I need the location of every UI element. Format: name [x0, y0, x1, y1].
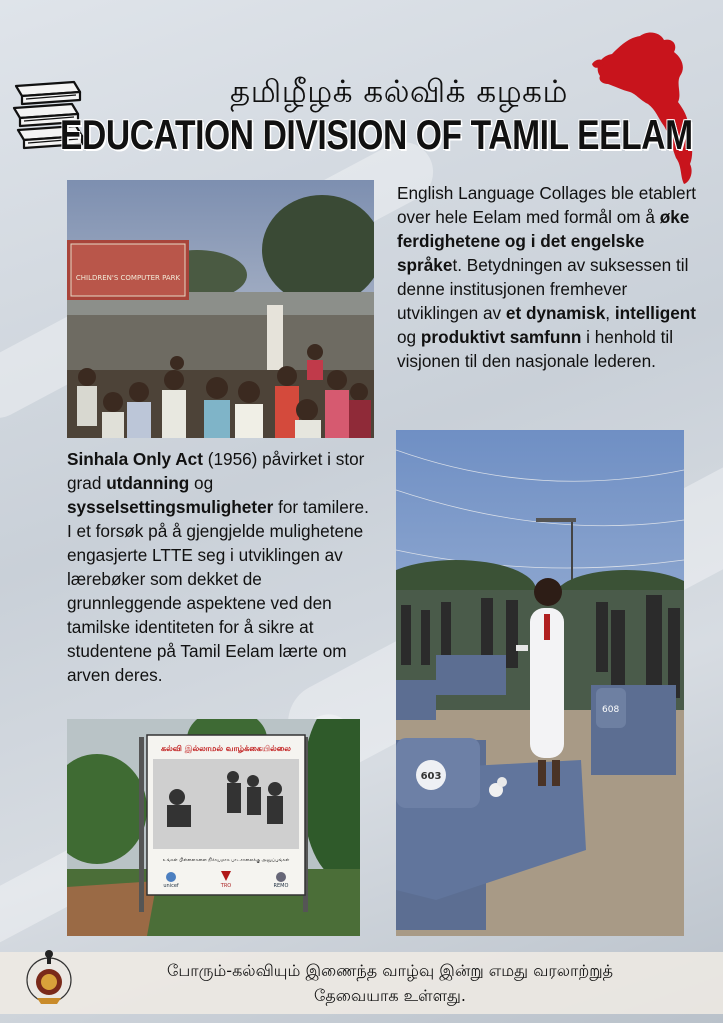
- paragraph-bold: Sinhala Only Act: [67, 449, 203, 469]
- paragraph-text: i henhold til visjonen til den nasjonale lederen.: [397, 327, 674, 371]
- education-emblem-icon: [17, 946, 81, 1010]
- paragraph-bold: øke ferdighetene og i det engelske språke: [397, 207, 690, 275]
- billboard-photo: [67, 719, 360, 936]
- footer-slogan: [120, 958, 660, 1008]
- sinhala-only-act-paragraph: [67, 447, 377, 687]
- sign-header-text: CHILDREN'S COMPUTER PARK: [75, 274, 181, 282]
- footer-line-2: தேவையாக உள்ளது.: [314, 986, 466, 1005]
- unicef-logo-text: unicef: [163, 883, 179, 889]
- grave-number-603: 603: [420, 771, 442, 782]
- paragraph-bold: intelligent: [614, 303, 697, 323]
- paragraph-text: t. Betydningen av suksessen til denne institusjonen fremhever utviklingen av: [397, 255, 689, 323]
- footer-line-1: போரும்-கல்வியும் இணைந்த வாழ்வு இன்று எமது வரலாற்றுத்: [166, 961, 614, 980]
- grave-number-608: 608: [602, 705, 620, 715]
- page-title: EDUCATION DIVISION OF TAMIL EELAM: [60, 111, 693, 158]
- tamil-title: தமிழீழக் கல்விக் கழகம்: [230, 74, 568, 110]
- students-photo: [67, 180, 374, 438]
- memorial-photo: [396, 430, 684, 936]
- paragraph-text: for tamilere. I et forsøk på å gjengjelde mulighetene engasjerte LTTE seg i utviklingen av lærebøker som dekket de grunnleggende aspektene ved den tamilske identiteten for å sikre at studentene på Tamil Eelam lærte om arven deres.: [67, 497, 369, 685]
- paragraph-bold: sysselsettingsmuligheter: [67, 497, 274, 517]
- paragraph-text: English Language Collages ble etablert over hele Eelam med formål om å: [397, 183, 697, 227]
- english-colleges-paragraph: [397, 181, 697, 373]
- remo-logo-text: REMO: [273, 883, 289, 889]
- billboard-caption: உங்கள் பிள்ளைகளை நிச்சயமாக பாடசாலைக்கு அனுப்புங்கள்: [162, 858, 290, 863]
- paragraph-bold: produktivt samfunn: [420, 327, 582, 347]
- paragraph-bold: et dynamisk: [505, 303, 606, 323]
- billboard-slogan: கல்வி இல்லாமல் வாழ்க்கையில்லை: [161, 744, 291, 753]
- paragraph-text: (1956) påvirket i stor grad: [67, 449, 365, 493]
- paragraph-text: og: [397, 327, 421, 347]
- paragraph-text: og: [189, 473, 214, 493]
- paragraph-bold: utdanning: [106, 473, 190, 493]
- tro-logo-text: TRO: [220, 883, 232, 889]
- paragraph-text: ,: [605, 303, 615, 323]
